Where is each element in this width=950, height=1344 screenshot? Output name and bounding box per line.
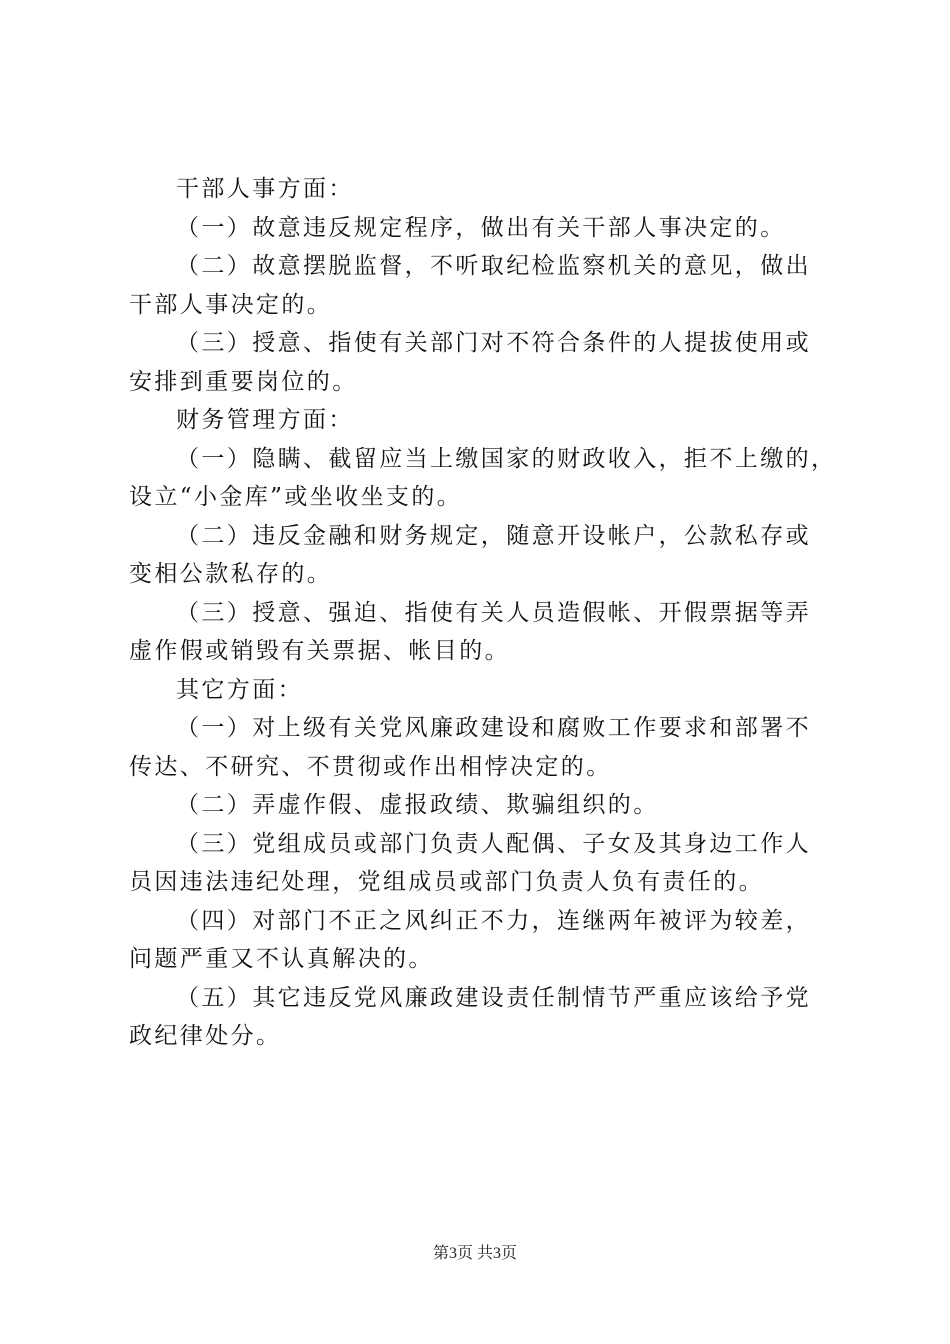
document-body xyxy=(129,170,837,1056)
paragraph-line: 变相公款私存的。 xyxy=(129,561,333,587)
paragraph-line: 干部人事决定的。 xyxy=(129,291,333,318)
section-heading-finance: 财务管理方面： xyxy=(176,407,354,433)
paragraph-line: （一）对上级有关党风廉政建设和腐败工作要求和部署不 xyxy=(176,715,811,741)
paragraph-line: 虚作假或销毁有关票据、帐目的。 xyxy=(129,638,510,664)
paragraph-line: （一）故意违反规定程序，做出有关干部人事决定的。 xyxy=(176,214,786,241)
paragraph-line: （五）其它违反党风廉政建设责任制情节严重应该给予党 xyxy=(176,984,811,1011)
paragraph-line: 设立“小金库”或坐收坐支的。 xyxy=(129,484,463,510)
paragraph-line: （二）弄虚作假、虚报政绩、欺骗组织的。 xyxy=(176,792,659,818)
paragraph-line: 传达、不研究、不贯彻或作出相悖决定的。 xyxy=(129,753,612,780)
paragraph-line: （三）授意、指使有关部门对不符合条件的人提拔使用或 xyxy=(176,330,811,356)
paragraph-line: （三）党组成员或部门负责人配偶、子女及其身边工作人 xyxy=(176,830,811,857)
paragraph-line: （四）对部门不正之风纠正不力，连继两年被评为较差， xyxy=(176,907,811,934)
paragraph-line: （一）隐瞒、截留应当上缴国家的财政收入，拒不上缴的， xyxy=(176,445,837,472)
section-heading-other: 其它方面： xyxy=(176,676,303,703)
paragraph-line: 问题严重又不认真解决的。 xyxy=(129,946,434,972)
paragraph-line: （三）授意、强迫、指使有关人员造假帐、开假票据等弄 xyxy=(176,599,811,626)
paragraph-line: 安排到重要岗位的。 xyxy=(129,368,358,395)
paragraph-line: （二）故意摆脱监督，不听取纪检监察机关的意见，做出 xyxy=(176,253,811,279)
paragraph-line: （二）违反金融和财务规定，随意开设帐户，公款私存或 xyxy=(176,522,811,549)
paragraph-line: 政纪律处分。 xyxy=(129,1023,282,1049)
section-heading-personnel: 干部人事方面： xyxy=(176,176,354,202)
paragraph-line: 员因违法违纪处理，党组成员或部门负责人负有责任的。 xyxy=(129,869,764,895)
page-number-footer: 第3页 共3页 xyxy=(432,1245,517,1262)
